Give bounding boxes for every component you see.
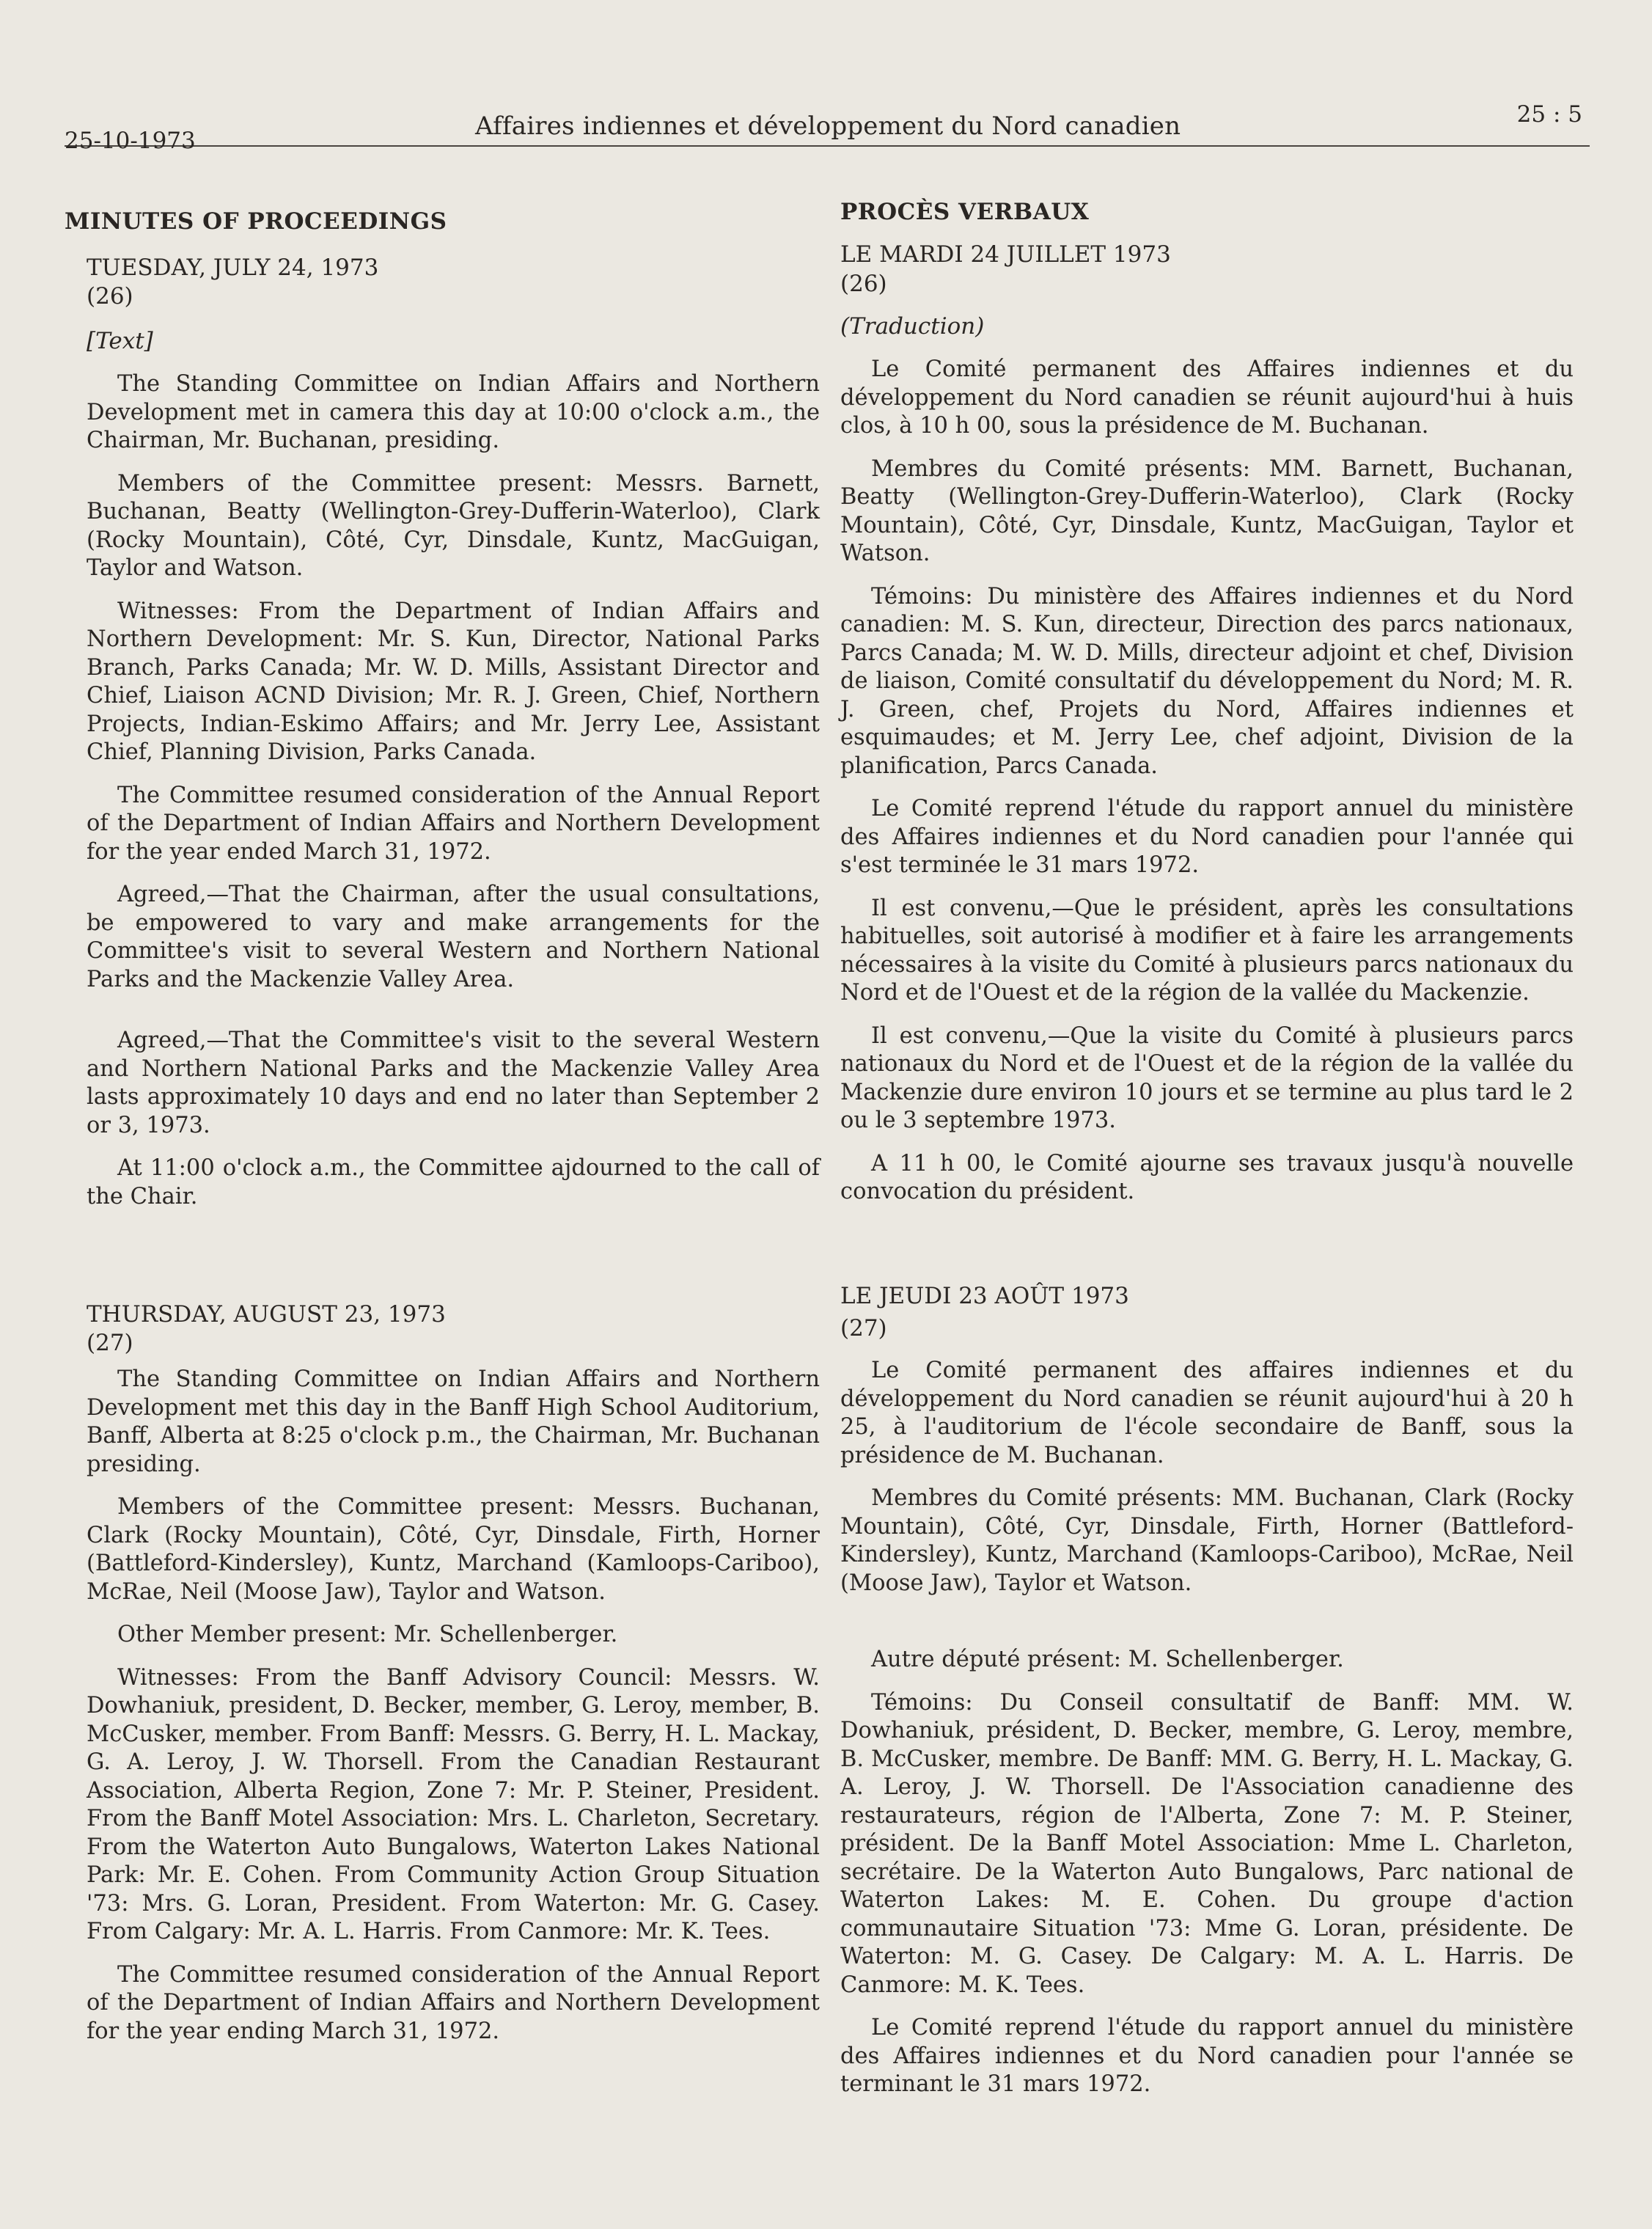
paragraph: Le Comité reprend l'étude du rapport annuel du ministère des Affaires indiennes et du Nord canadien pour l'année se terminant le 31 mars 1972. [840,2015,1574,2097]
paragraph: At 11:00 o'clock a.m., the Committee ajdourned to the call of the Chair. [87,1155,820,1209]
meeting-26-date-fr: LE MARDI 24 JUILLET 1973 [840,241,1171,268]
meeting-26-number-fr: (26) [840,271,887,297]
text-tag: [Text] [87,328,153,354]
english-meeting-26 [87,370,820,1211]
paragraph: The Committee resumed consideration of the Annual Report of the Department of Indian Affairs and Northern Development for the year ended March 31, 1972. [87,782,820,865]
meeting-27-number-fr: (27) [840,1315,887,1342]
paragraph: Le Comité reprend l'étude du rapport annuel du ministère des Affaires indiennes et du Nord canadien pour l'année qui s'est terminée le 31 mars 1972. [840,796,1574,878]
paragraph: Le Comité permanent des Affaires indiennes et du développement du Nord canadien se réunit aujourd'hui à huis clos, à 10 h 00, sous la présidence de M. Buchanan. [840,356,1574,439]
paragraph: Témoins: Du ministère des Affaires indiennes et du Nord canadien: M. S. Kun, directeur, Direction des parcs nationaux, Parcs Canada; M. W. D. Mills, directeur adjoint et chef, Division de liaison, Comité consultatif du développement du Nord; M. R. J. Green, chef, Projets du Nord, Affaires indiennes et esquimaudes; et M. Jerry Lee, chef adjoint, Division de la planification, Parcs Canada. [840,583,1574,779]
header-title: Affaires indiennes et développement du Nord canadien [475,111,1181,141]
translation-tag: (Traduction) [840,313,985,340]
paragraph: Members of the Committee present: Messrs. Buchanan, Clark (Rocky Mountain), Côté, Cyr, Dinsdale, Firth, Horner (Battleford-Kindersley), Kuntz, Marchand (Kamloops-Cariboo), McRae, Neil (Moose Jaw), Taylor and Watson. [87,1494,820,1605]
paragraph: Autre député présent: M. Schellenberger. [871,1647,1344,1672]
paragraph: Other Member present: Mr. Schellenberger. [117,1622,618,1647]
paragraph: Membres du Comité présents: MM. Buchanan, Clark (Rocky Mountain), Côté, Cyr, Dinsdale, Firth, Horner (Battleford-Kindersley), Kuntz, Marchand (Kamloops-Cariboo), McRae, Neil (Moose Jaw), Taylor et Watson. [840,1485,1574,1596]
english-title: MINUTES OF PROCEEDINGS [65,208,447,235]
english-meeting-27 [87,1366,820,2046]
paragraph: Witnesses: From the Department of Indian Affairs and Northern Development: Mr. S. Kun, Director, National Parks Branch, Parks Canada; Mr. W. D. Mills, Assistant Director and Chief, Liaison ACND Division; Mr. R. J. Green, Chief, Northern Projects, Indian-Eskimo Affairs; and Mr. Jerry Lee, Assistant Chief, Planning Division, Parks Canada. [87,598,820,765]
paragraph: Membres du Comité présents: MM. Barnett, Buchanan, Beatty (Wellington-Grey-Dufferin-Waterloo), Clark (Rocky Mountain), Côté, Cyr, Dinsdale, Kuntz, MacGuigan, Taylor et Watson. [840,455,1574,566]
paragraph: The Standing Committee on Indian Affairs and Northern Development met this day in the Banff High School Auditorium, Banff, Alberta at 8:25 o'clock p.m., the Chairman, Mr. Buchanan presiding. [87,1366,820,1477]
paragraph: Witnesses: From the Banff Advisory Council: Messrs. W. Dowhaniuk, president, D. Becker, member, G. Leroy, member, B. McCusker, member. From Banff: Messrs. G. Berry, H. L. Mackay, G. A. Leroy, J. W. Thorsell. From the Canadian Restaurant Association, Alberta Region, Zone 7: Mr. P. Steiner, President. From the Banff Motel Association: Mrs. L. Charleton, Secretary. From the Waterton Auto Bungalows, Waterton Lakes National Park: Mr. E. Cohen. From Community Action Group Situation '73: Mrs. G. Loran, President. From Waterton: Mr. G. Casey. From Calgary: Mr. A. L. Harris. From Canmore: Mr. K. Tees. [87,1664,820,1944]
paragraph: The Standing Committee on Indian Affairs and Northern Development met in camera this day at 10:00 o'clock a.m., the Chairman, Mr. Buchanan, presiding. [87,371,820,453]
meeting-26-date-en: TUESDAY, JULY 24, 1973 [87,255,379,281]
french-title: PROCÈS VERBAUX [840,199,1090,225]
paragraph: Il est convenu,—Que la visite du Comité à plusieurs parcs nationaux du Nord et de l'Ouest et de la région de la vallée du Mackenzie dure environ 10 jours et se termine au plus tard le 2 ou le 3 septembre 1973. [840,1022,1574,1133]
meeting-27-date-fr: LE JEUDI 23 AOÛT 1973 [840,1283,1129,1309]
page-header [65,101,1590,154]
page-number: 25 : 5 [1516,101,1582,128]
paragraph: Members of the Committee present: Messrs. Barnett, Buchanan, Beatty (Wellington-Grey-Dufferin-Waterloo), Clark (Rocky Mountain), Côté, Cyr, Dinsdale, Kuntz, MacGuigan, Taylor and Watson. [87,470,820,581]
header-date: 25-10-1973 [65,128,196,154]
paragraph: The Committee resumed consideration of the Annual Report of the Department of Indian Affairs and Northern Development for the year ending March 31, 1972. [87,1961,820,2044]
paragraph: A 11 h 00, le Comité ajourne ses travaux jusqu'à nouvelle convocation du président. [840,1150,1574,1204]
meeting-27-number-en: (27) [87,1330,133,1356]
paragraph: Agreed,—That the Committee's visit to the several Western and Northern National Parks and the Mackenzie Valley Area lasts approximately 10 days and end no later than September 2 or 3, 1973. [87,1028,820,1138]
french-meeting-26 [840,356,1574,1207]
meeting-26-number-en: (26) [87,283,133,310]
paragraph: Il est convenu,—Que le président, après les consultations habituelles, soit autorisé à modifier et à faire les arrangements nécessaires à la visite du Comité à plusieurs parcs nationaux du Nord et de l'Ouest et de la région de la vallée du Mackenzie. [840,895,1574,1006]
paragraph: Agreed,—That the Chairman, after the usual consultations, be empowered to vary and make arrangements for the Committee's visit to several Western and Northern National Parks and the Mackenzie Valley Area. [87,882,820,992]
paragraph: Le Comité permanent des affaires indiennes et du développement du Nord canadien se réunit aujourd'hui à 20 h 25, à l'auditorium de l'école secondaire de Banff, sous la présidence de M. Buchanan. [840,1358,1574,1468]
french-meeting-27 [840,1357,1574,2099]
meeting-27-date-en: THURSDAY, AUGUST 23, 1973 [87,1301,446,1328]
paragraph: Témoins: Du Conseil consultatif de Banff: MM. W. Dowhaniuk, président, D. Becker, membre, G. Leroy, membre, B. McCusker, membre. De Banff: MM. G. Berry, H. L. Mackay, G. A. Leroy, J. W. Thorsell. De l'Association canadienne des restaurateurs, région de l'Alberta, Zone 7: M. P. Steiner, président. De la Banff Motel Association: Mme L. Charleton, secrétaire. De la Waterton Auto Bungalows, Parc national de Waterton Lakes: M. E. Cohen. Du groupe d'action communautaire Situation '73: Mme G. Loran, présidente. De Waterton: M. G. Casey. De Calgary: M. A. L. Harris. De Canmore: M. K. Tees. [840,1689,1574,1998]
